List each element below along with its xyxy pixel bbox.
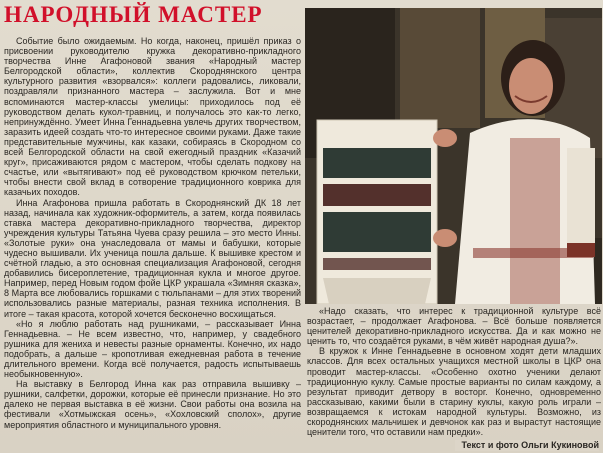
photo-illustration [305, 8, 602, 304]
right-text-column [307, 306, 601, 451]
paragraph: «Но я люблю работать над рушниками, – рассказывает Инна Геннадьевна. – Не всем известно, что, например, у свадебного рушника для жениха и невесты разные орнаменты. Конечно, их надо подобрать, а дальше – кропотливая ежедневная работа в течение длительного времени. Когда всё получается, радость испытываешь необыкновенную». [4, 318, 301, 380]
paragraph: В кружок к Инне Геннадьевне в основном ходят дети младших классов. Для всех остальных учащихся местной школы в ЦКР она проводит мастер-классы. «Особенно охотно ученики делают традиционную куклу. Самые простые варианты по силам каждому, а результат приводит детвору в восторг. Конечно, одновременно рассказываю, какими были в старину куклы, какую роль играли – возвращаемся к истокам народной культуры. Возможно, из скороднянских мальчишек и девчонок как раз и вырастут настоящие ценители того, что оставили нам предки». [307, 346, 601, 438]
article-headline: НАРОДНЫЙ МАСТЕР [4, 2, 263, 27]
article-photo [305, 8, 602, 304]
left-text-column [4, 36, 301, 450]
photo-credit: Текст и фото Ольги Кукиновой [455, 440, 599, 451]
paragraph: «Надо сказать, что интерес к традиционной культуре всё возрастает, – продолжает Агафонова. – Всё больше появляется ценителей декоративно-прикладного искусства. Да и как можно не ценить то, что создаётся руками, в чём живёт народная душа?». [307, 306, 601, 347]
paragraph: Инна Агафонова пришла работать в Скороднянский ДК 18 лет назад, начинала как художник-оформитель, а затем, когда появилась ставка мастера декоративно-прикладного творчества, директор учреждения культуры Татьяна Чуева сразу решила – это место Инны. «Золотые руки» она унаследовала от мамы и бабушки, которые чудесно вышивали. Их ученица пошла дальше. К вышивке крестом и счётной гладью, а это основная специализация Агафоновой, сегодня добавились бисероплетение, традиционная кукла и многое другое. Например, перед Новым годом фойе ЦКР украшала «Зимняя сказка», 8 Марта все любовались горшками с тюльпанами – для этих творений использовались разные материалы, разная техника исполнения. В итоге – такая красота, которой хочется бесконечно восхищаться. [4, 197, 301, 319]
paragraph: Событие было ожидаемым. Но когда, наконец, пришёл приказ о присвоении руководителю кружка декоративно-прикладного творчества Инне Агафоновой звания «Народный мастер Белгородской области», коллектив Скороднянского центра культурного развития «взорвался»: коллеги радовались, ликовали, поздравляли признанного мастера – заслужила. Вот и мне вспоминаются мастер-классы умелицы: приходилось под её руководством делать кукол-травниц, и получалось это как-то легко, непринуждённо. Умеет Инна Геннадьевна увлечь других творчеством, заразить идеей создать что-то интересное своими руками. Даже такие представительные мужчины, как казаки, собираясь в Скородном со всей Белгородской области на свой ежегодный праздник «Казачий круг», присаживаются рядом с мастером, чтобы сделать подкову на счастье, или «вытягивают» под её руководством крючком петельки, чтобы внести свой вклад в сотворение традиционного коврика для казачьих походов. [4, 36, 301, 198]
paragraph: На выставку в Белгород Инна как раз отправила вышивку – рушники, салфетки, дорожки, которые её принесли признание. Но это далеко не первая выставка в её жизни. Свои работы она возила на фестивали «Хотмыжская осень», «Хохловский сполох», другие мероприятия областного и муниципального уровня. [4, 379, 301, 430]
